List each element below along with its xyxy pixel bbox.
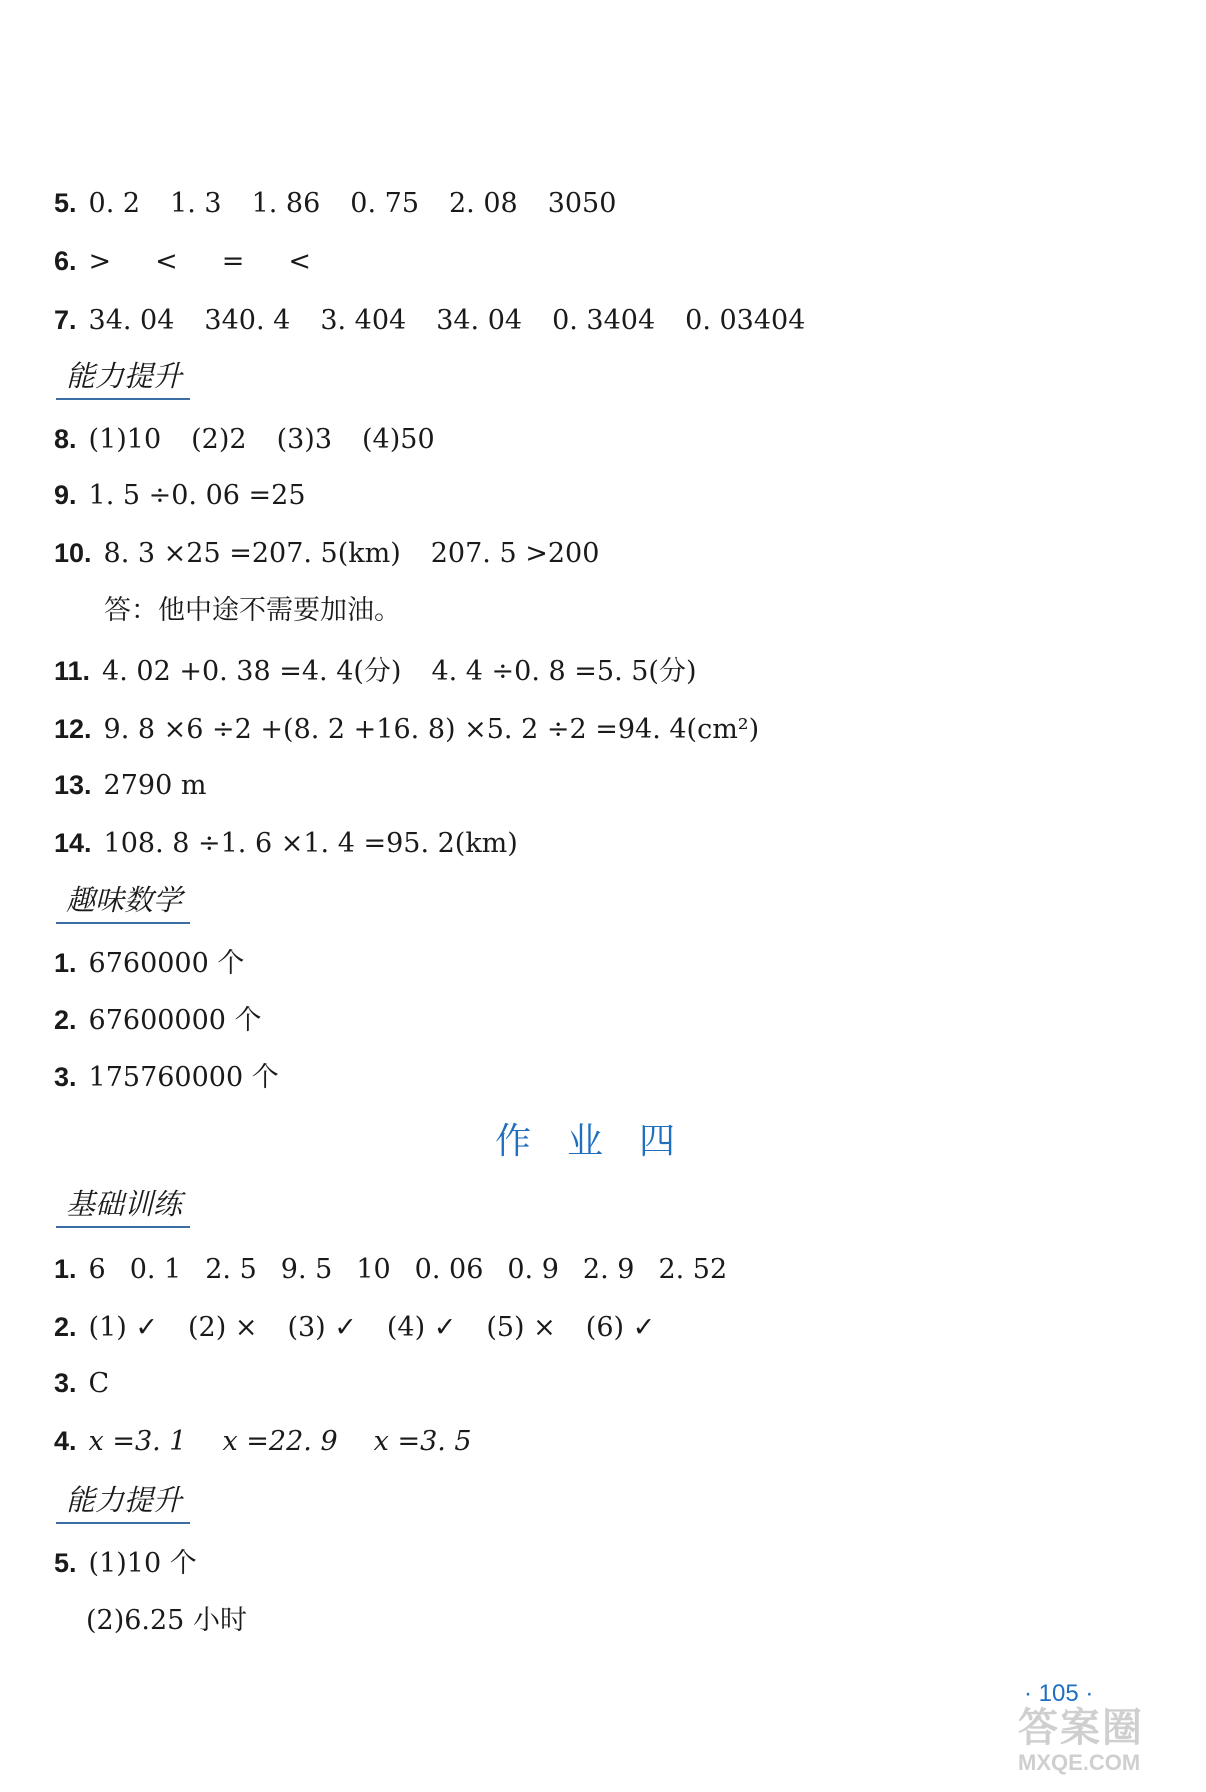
section-title: 能力提升 xyxy=(56,356,190,400)
item-number: 4. xyxy=(54,1426,77,1456)
answer-part: (1)10 xyxy=(88,424,162,455)
answer-part: 108. 8 ÷1. 6 ×1. 4 =95. 2(km) xyxy=(103,828,518,859)
answer-part: 67600000 个 xyxy=(88,1005,262,1036)
answer-part: 2790 m xyxy=(103,770,207,801)
answer-part: 175760000 个 xyxy=(88,1062,279,1093)
watermark xyxy=(1018,1705,1198,1785)
watermark-logo: 答案圈 xyxy=(1018,1706,1144,1750)
item-number: 13. xyxy=(54,770,92,800)
answer-part: 0. 2 xyxy=(88,188,141,219)
answer-part: 3050 xyxy=(547,188,617,219)
answer-part: C xyxy=(88,1368,110,1399)
answer-part: 0. 3404 xyxy=(552,305,656,336)
answer-line-10 xyxy=(54,536,599,571)
answer-10-conclusion: 答：他中途不需要加油。 xyxy=(104,595,401,626)
answer-part: 6 xyxy=(88,1254,106,1285)
answer-line-12 xyxy=(54,712,759,747)
item-number: 6. xyxy=(54,246,77,276)
answer-line-8 xyxy=(54,422,435,457)
answer-part: (1) ✓ xyxy=(88,1312,158,1343)
answer-part: 1. 3 xyxy=(170,188,222,219)
answer-part: (2) × xyxy=(187,1312,258,1343)
fun-answer-3 xyxy=(54,1060,279,1095)
item-number: 1. xyxy=(54,948,77,978)
section-title: 能力提升 xyxy=(56,1480,190,1524)
answer-part: 0. 1 xyxy=(129,1254,182,1285)
answer-part: (6) ✓ xyxy=(585,1312,656,1343)
assignment-heading: 作业四 xyxy=(494,1121,711,1162)
fun-answer-1 xyxy=(54,946,244,981)
answer-part: = xyxy=(221,246,245,277)
answer-part: 6760000 个 xyxy=(88,948,245,979)
answer-part: (1)10 个 xyxy=(88,1548,197,1579)
item-number: 5. xyxy=(54,188,77,218)
page-number: · 105 · xyxy=(1024,1680,1094,1707)
answer-part: 4. 02 +0. 38 =4. 4(分) xyxy=(102,656,402,687)
answer-part: 1. 5 ÷0. 06 =25 xyxy=(88,480,306,511)
answer-part: 34. 04 xyxy=(88,305,175,336)
answer-line-14 xyxy=(54,826,518,861)
answer-part: 0. 75 xyxy=(350,188,419,219)
answer-part: 2. 5 xyxy=(205,1254,257,1285)
answer-line-11 xyxy=(54,654,697,689)
answer-line-5 xyxy=(54,186,616,221)
answer-part: x =3. 1 xyxy=(88,1426,187,1457)
item-number: 10. xyxy=(54,538,92,568)
ability-answer-5-part2: (2)6.25 小时 xyxy=(86,1605,247,1636)
ability-answer-5 xyxy=(54,1546,197,1581)
answer-part: < xyxy=(288,246,312,277)
item-number: 2. xyxy=(54,1312,77,1342)
basic-answer-1 xyxy=(54,1252,727,1287)
answer-part: 0. 06 xyxy=(414,1254,484,1285)
fun-answer-2 xyxy=(54,1003,262,1038)
answer-part: 0. 03404 xyxy=(685,305,806,336)
answer-part: (4) ✓ xyxy=(386,1312,457,1343)
answer-line-9 xyxy=(54,478,306,513)
answer-part: > xyxy=(88,246,112,277)
answer-part: 8. 3 ×25 =207. 5(km) xyxy=(103,538,401,569)
answer-part: (3)3 xyxy=(276,424,333,455)
answer-part: (5) × xyxy=(486,1312,556,1343)
item-number: 7. xyxy=(54,305,77,335)
basic-answer-2 xyxy=(54,1310,655,1345)
answer-part: 0. 9 xyxy=(507,1254,559,1285)
answer-part: < xyxy=(155,246,178,277)
answer-part: 2. 08 xyxy=(449,188,518,219)
item-number: 14. xyxy=(54,828,92,858)
answer-part: (4)50 xyxy=(362,424,435,455)
answer-part: 340. 4 xyxy=(204,305,291,336)
item-number: 1. xyxy=(54,1254,77,1284)
answer-part: (2)2 xyxy=(191,424,247,455)
answer-line-6 xyxy=(54,244,311,279)
section-title: 基础训练 xyxy=(56,1184,190,1228)
answer-line-13 xyxy=(54,768,206,803)
answer-line-7 xyxy=(54,303,805,338)
answer-part: 34. 04 xyxy=(436,305,523,336)
basic-answer-3 xyxy=(54,1366,109,1401)
answer-part: x =22. 9 xyxy=(222,1426,338,1457)
item-number: 3. xyxy=(54,1368,77,1398)
answer-part: 9. 8 ×6 ÷2 +(8. 2 +16. 8) ×5. 2 ÷2 =94. 4(cm²) xyxy=(103,714,760,745)
item-number: 9. xyxy=(54,480,77,510)
item-number: 11. xyxy=(54,656,91,686)
answer-part: 2. 9 xyxy=(582,1254,635,1285)
item-number: 5. xyxy=(54,1548,77,1578)
answer-part: 4. 4 ÷0. 8 =5. 5(分) xyxy=(431,656,697,687)
answer-part: 1. 86 xyxy=(251,188,321,219)
answer-part: 10 xyxy=(356,1254,391,1285)
answer-part: (3) ✓ xyxy=(287,1312,357,1343)
basic-answer-4 xyxy=(54,1424,472,1459)
item-number: 8. xyxy=(54,424,77,454)
item-number: 3. xyxy=(54,1062,77,1092)
item-number: 2. xyxy=(54,1005,77,1035)
watermark-site: MXQE.COM xyxy=(1018,1750,1141,1775)
answer-part: x =3. 5 xyxy=(373,1426,472,1457)
section-title: 趣味数学 xyxy=(56,880,190,924)
answer-part: 207. 5 >200 xyxy=(430,538,600,569)
item-number: 12. xyxy=(54,714,92,744)
answer-part: 3. 404 xyxy=(320,305,407,336)
answer-part: 2. 52 xyxy=(658,1254,728,1285)
answer-part: 9. 5 xyxy=(280,1254,333,1285)
